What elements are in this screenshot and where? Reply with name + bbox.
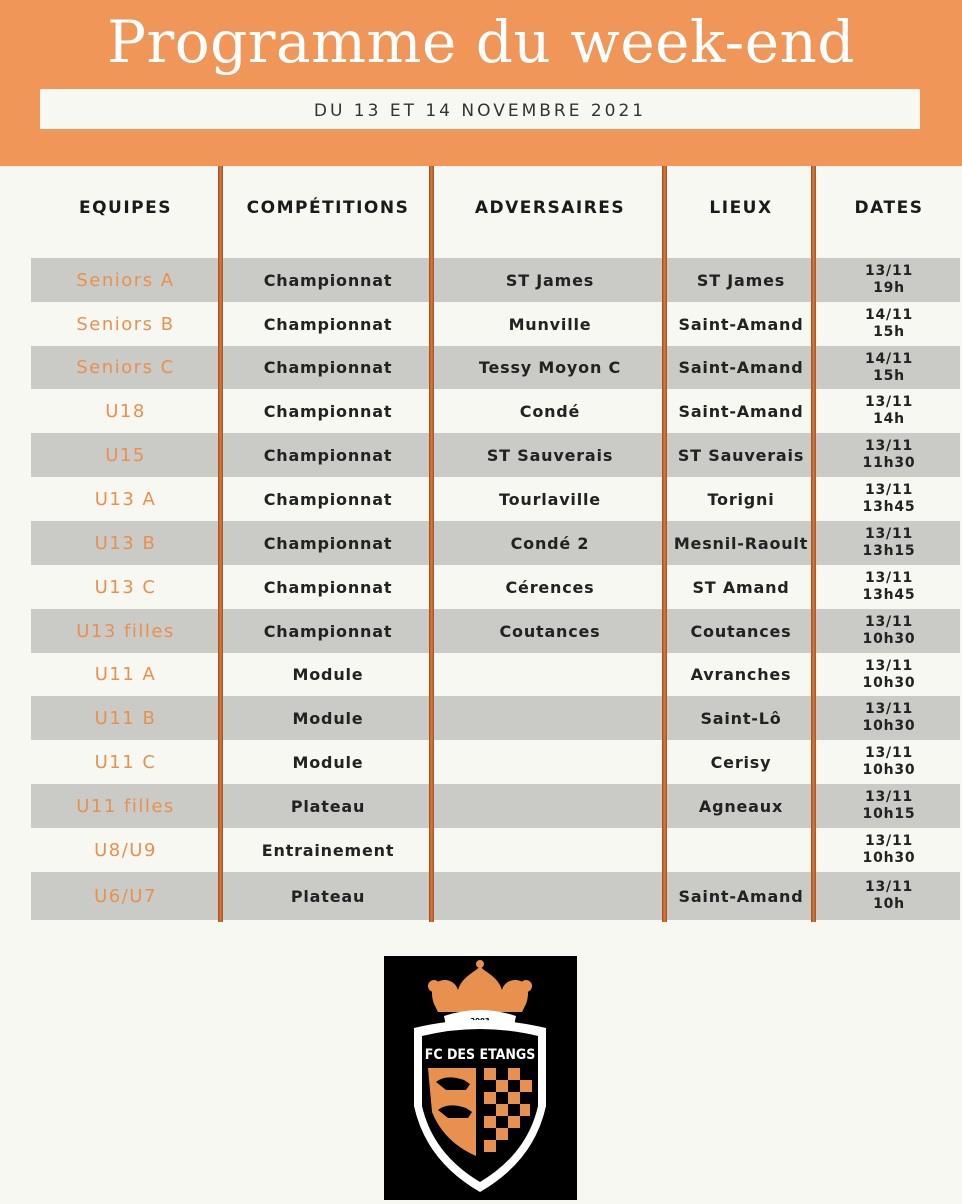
team-cell-text: U18	[105, 400, 146, 422]
club-crest-icon	[384, 956, 577, 1200]
team-cell	[31, 521, 220, 565]
date-cell	[818, 258, 960, 302]
opponent-cell	[436, 740, 664, 784]
venue-cell-text: Saint-Amand	[678, 401, 804, 421]
table-row	[31, 389, 960, 433]
table-row	[31, 784, 960, 828]
competition-cell	[225, 521, 431, 565]
opponent-cell-text: Condé	[519, 401, 581, 421]
match-time: 10h30	[862, 674, 916, 691]
match-date: 13/11	[864, 833, 914, 849]
match-time: 13h45	[862, 499, 916, 515]
table-row	[31, 565, 960, 609]
opponent-cell	[436, 433, 664, 477]
table-row	[31, 872, 960, 920]
match-time: 10h	[873, 896, 905, 912]
match-time: 10h15	[862, 806, 916, 822]
team-cell	[31, 433, 220, 477]
competition-cell-text: Championnat	[263, 445, 393, 465]
venue-cell	[669, 302, 813, 346]
date-subtitle: DU 13 ET 14 NOVEMBRE 2021	[313, 101, 647, 121]
table-row	[31, 258, 960, 302]
opponent-cell-text: Tessy Moyon C	[478, 358, 622, 377]
match-time: 10h30	[862, 850, 916, 866]
team-cell-text: Seniors B	[76, 313, 175, 335]
team-cell-text: U13 A	[94, 488, 157, 510]
match-date: 13/11	[864, 438, 914, 454]
date-cell	[818, 389, 960, 433]
column-separator	[429, 166, 434, 922]
date-cell	[818, 477, 960, 521]
venue-cell-text: ST James	[696, 270, 786, 290]
column-header-equipes: EQUIPES	[78, 198, 172, 218]
opponent-cell	[436, 302, 664, 346]
competition-cell	[225, 653, 431, 696]
team-cell-text: U6/U7	[94, 885, 157, 907]
venue-cell-text: Coutances	[690, 621, 792, 641]
competition-cell	[225, 346, 431, 389]
page-title: Programme du week-end	[106, 8, 856, 76]
opponent-cell-text: Condé 2	[510, 533, 590, 553]
match-date: 13/11	[864, 745, 914, 761]
table-row	[31, 828, 960, 872]
venue-cell-text: ST Amand	[692, 577, 790, 597]
venue-cell-text: Mesnil-Raoult	[673, 533, 809, 553]
venue-cell-text: ST Sauverais	[677, 445, 805, 465]
competition-cell	[225, 433, 431, 477]
competition-cell-text: Championnat	[263, 401, 393, 421]
team-cell	[31, 258, 220, 302]
competition-cell-text: Championnat	[263, 533, 393, 553]
opponent-cell	[436, 521, 664, 565]
competition-cell	[225, 696, 431, 740]
team-cell	[31, 565, 220, 609]
subtitle-box	[40, 89, 920, 129]
opponent-cell-text: Munville	[508, 314, 592, 334]
competition-cell	[225, 302, 431, 346]
venue-cell-text: Saint-Amand	[678, 886, 804, 906]
team-cell	[31, 609, 220, 653]
competition-cell-text: Plateau	[290, 886, 366, 906]
match-date: 13/11	[864, 789, 914, 805]
team-cell-text: U13 filles	[76, 620, 175, 642]
match-date: 14/11	[864, 350, 914, 367]
team-cell-text: U11 B	[94, 707, 157, 729]
date-cell	[818, 872, 960, 920]
table-row	[31, 302, 960, 346]
team-cell	[31, 784, 220, 828]
opponent-cell	[436, 872, 664, 920]
venue-cell	[669, 521, 813, 565]
competition-cell-text: Championnat	[263, 621, 393, 641]
venue-cell-text: Saint-Amand	[678, 358, 804, 377]
date-cell	[818, 653, 960, 696]
table-row	[31, 609, 960, 653]
team-cell-text: U13 C	[94, 576, 157, 598]
team-cell	[31, 740, 220, 784]
venue-cell	[669, 696, 813, 740]
opponent-cell	[436, 258, 664, 302]
opponent-cell-text: Cérences	[505, 577, 595, 597]
date-cell	[818, 346, 960, 389]
column-header-competitions: COMPÉTITIONS	[246, 198, 410, 218]
header-banner	[0, 0, 962, 166]
team-cell	[31, 696, 220, 740]
venue-cell	[669, 433, 813, 477]
column-separator	[811, 166, 816, 922]
competition-cell-text: Entrainement	[261, 840, 395, 860]
team-cell	[31, 828, 220, 872]
column-separator	[662, 166, 667, 922]
competition-cell	[225, 609, 431, 653]
table-row	[31, 696, 960, 740]
venue-cell	[669, 784, 813, 828]
venue-cell-text: Saint-Amand	[678, 314, 804, 334]
team-cell-text: U11 C	[94, 751, 157, 773]
match-time: 15h	[873, 324, 905, 340]
match-time: 15h	[873, 367, 905, 384]
match-time: 10h30	[862, 631, 916, 647]
table-row	[31, 521, 960, 565]
opponent-cell	[436, 828, 664, 872]
competition-cell-text: Module	[292, 708, 364, 728]
match-date: 13/11	[864, 570, 914, 586]
team-cell-text: U11 filles	[76, 795, 175, 817]
table-row	[31, 433, 960, 477]
competition-cell-text: Championnat	[263, 270, 393, 290]
competition-cell	[225, 784, 431, 828]
date-cell	[818, 609, 960, 653]
table-row	[31, 740, 960, 784]
date-cell	[818, 433, 960, 477]
opponent-cell	[436, 784, 664, 828]
team-cell	[31, 653, 220, 696]
team-cell-text: Seniors C	[76, 357, 175, 378]
competition-cell-text: Plateau	[290, 796, 366, 816]
competition-cell-text: Module	[292, 665, 364, 684]
venue-cell	[669, 740, 813, 784]
venue-cell-text: Avranches	[690, 665, 792, 684]
match-date: 13/11	[864, 701, 914, 717]
opponent-cell	[436, 346, 664, 389]
competition-cell-text: Championnat	[263, 358, 393, 377]
date-cell	[818, 302, 960, 346]
venue-cell	[669, 389, 813, 433]
team-cell	[31, 346, 220, 389]
match-time: 13h45	[862, 587, 916, 603]
match-date: 13/11	[864, 614, 914, 630]
competition-cell	[225, 477, 431, 521]
column-header-adversaires: ADVERSAIRES	[474, 198, 626, 218]
date-cell	[818, 696, 960, 740]
venue-cell	[669, 609, 813, 653]
match-time: 13h15	[862, 543, 916, 559]
team-cell	[31, 302, 220, 346]
team-cell-text: U8/U9	[94, 839, 157, 861]
logo-club-name: FC DES ETANGS	[424, 1047, 536, 1063]
competition-cell	[225, 258, 431, 302]
opponent-cell-text: Coutances	[499, 621, 601, 641]
competition-cell-text: Championnat	[263, 577, 393, 597]
opponent-cell	[436, 389, 664, 433]
match-date: 13/11	[864, 482, 914, 498]
competition-cell	[225, 389, 431, 433]
match-time: 10h30	[862, 762, 916, 778]
table-row	[31, 346, 960, 389]
opponent-cell-text: ST Sauverais	[486, 445, 614, 465]
competition-cell-text: Championnat	[263, 489, 393, 509]
opponent-cell-text: Tourlaville	[499, 489, 601, 509]
team-cell-text: Seniors A	[76, 269, 175, 291]
team-cell	[31, 872, 220, 920]
venue-cell-text: Saint-Lô	[700, 708, 782, 728]
opponent-cell	[436, 696, 664, 740]
venue-cell-text: Cerisy	[710, 752, 772, 772]
venue-cell	[669, 565, 813, 609]
venue-cell	[669, 477, 813, 521]
competition-cell	[225, 565, 431, 609]
match-time: 10h30	[862, 718, 916, 734]
match-date: 13/11	[864, 657, 914, 674]
match-date: 14/11	[864, 307, 914, 323]
opponent-cell	[436, 565, 664, 609]
club-logo	[384, 956, 577, 1200]
column-header-dates: DATES	[854, 198, 924, 218]
team-cell-text: U11 A	[94, 664, 157, 685]
opponent-cell	[436, 653, 664, 696]
opponent-cell	[436, 477, 664, 521]
match-time: 14h	[873, 411, 905, 427]
match-time: 11h30	[862, 455, 916, 471]
column-header-lieux: LIEUX	[709, 198, 773, 218]
date-cell	[818, 565, 960, 609]
competition-cell-text: Championnat	[263, 314, 393, 334]
team-cell	[31, 389, 220, 433]
match-date: 13/11	[864, 526, 914, 542]
competition-cell	[225, 828, 431, 872]
date-cell	[818, 740, 960, 784]
match-date: 13/11	[864, 394, 914, 410]
team-cell	[31, 477, 220, 521]
venue-cell	[669, 872, 813, 920]
match-time: 19h	[873, 280, 905, 296]
date-cell	[818, 521, 960, 565]
venue-cell-text: Torigni	[707, 489, 775, 509]
team-cell-text: U13 B	[94, 532, 157, 554]
venue-cell-text: Agneaux	[698, 796, 784, 816]
venue-cell	[669, 828, 813, 872]
competition-cell	[225, 740, 431, 784]
venue-cell	[669, 346, 813, 389]
date-cell	[818, 784, 960, 828]
date-cell	[818, 828, 960, 872]
team-cell-text: U15	[105, 444, 146, 466]
match-date: 13/11	[864, 879, 914, 895]
table-row	[31, 477, 960, 521]
venue-cell	[669, 653, 813, 696]
competition-cell-text: Module	[292, 752, 364, 772]
opponent-cell-text: ST James	[505, 270, 595, 290]
venue-cell	[669, 258, 813, 302]
competition-cell	[225, 872, 431, 920]
column-separator	[218, 166, 223, 922]
table-row	[31, 653, 960, 696]
opponent-cell	[436, 609, 664, 653]
match-date: 13/11	[864, 263, 914, 279]
